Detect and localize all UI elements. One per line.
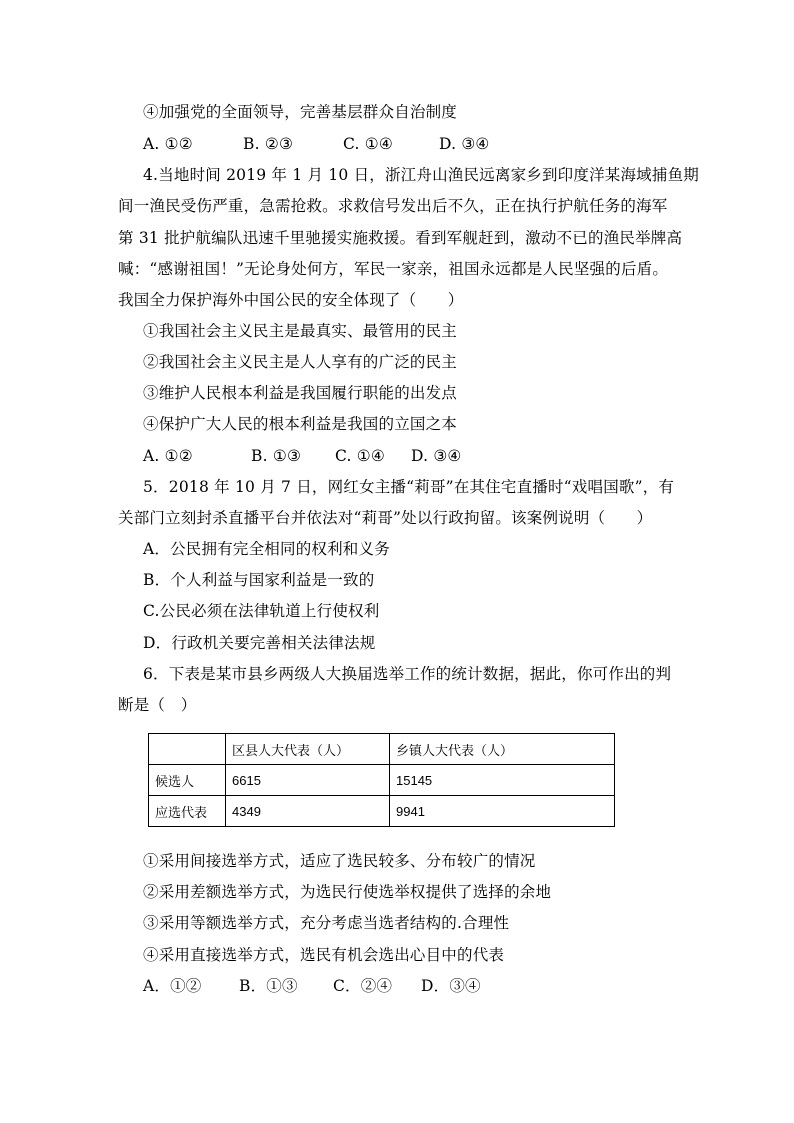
q4-stem-line: 间一渔民受伤严重，急需抢救。求救信号发出后不久，正在执行护航任务的海军 [118,197,668,215]
q5-option-a: A．公民拥有完全相同的权利和义务 [143,540,390,558]
q3-option-a: A. ①② [143,135,193,153]
q3-options [143,134,490,154]
q4-item-2: ②我国社会主义民主是人人享有的广泛的民主 [143,353,458,371]
table-cell: 6615 [226,765,390,796]
q4-item-1: ①我国社会主义民主是最真实、最管用的民主 [143,322,458,340]
table-row-label: 候选人 [149,765,226,796]
q6-stem-line: 6．下表是某市县乡两级人大换届选举工作的统计数据，据此，你可作出的判 [143,665,672,683]
q4-stem-line: 喊：“感谢祖国！”无论身处何方，军民一家亲，祖国永远都是人民坚强的后盾。 [118,260,669,278]
table-header-row [149,734,615,765]
q6-option-d: D．③④ [421,977,481,995]
q3-option-d: D. ③④ [439,135,490,153]
q4-item-3: ③维护人民根本利益是我国履行职能的出发点 [143,384,458,402]
table-header-cell: 区县人大代表（人） [226,734,390,765]
q6-option-a: A．①② [143,977,202,995]
q5-stem-line: 关部门立刻封杀直播平台并依法对“莉哥”处以行政拘留。该案例说明（ ） [118,509,653,527]
table-row [149,765,615,796]
q4-option-c: C. ①④ [335,447,385,465]
q4-option-b: B. ①③ [251,447,302,465]
table-cell: 4349 [226,796,390,827]
q4-stem-line: 第 31 批护航编队迅速千里驰援实施救援。看到军舰赶到，激动不已的渔民举牌高 [118,229,683,247]
q3-option-c: C. ①④ [343,135,393,153]
table-header-cell: 乡镇人大代表（人） [390,734,615,765]
table-row [149,796,615,827]
q6-option-c: C．②④ [333,977,393,995]
election-stats-table [148,733,615,827]
q4-item-4: ④保护广大人民的根本利益是我国的立国之本 [143,415,458,433]
table-cell [149,734,226,765]
q6-item-1: ①采用间接选举方式，适应了选民较多、分布较广的情况 [143,852,536,870]
table-cell: 9941 [390,796,615,827]
q6-stem-line: 断是（ ） [118,696,197,714]
q5-option-d: D．行政机关要完善相关法律法规 [143,634,376,652]
table-cell: 15145 [390,765,615,796]
q4-stem-line: 我国全力保护海外中国公民的安全体现了（ ） [118,291,464,309]
table-row-label: 应选代表 [149,796,226,827]
q3-item-4: ④加强党的全面领导，完善基层群众自治制度 [143,103,458,121]
q4-stem-line: 4.当地时间 2019 年 1 月 10 日，浙江舟山渔民远离家乡到印度洋某海域捕鱼期 [143,166,699,184]
q4-option-d: D. ③④ [411,447,462,465]
q5-stem-line: 5．2018 年 10 月 7 日，网红女主播“莉哥”在其住宅直播时“戏唱国歌”，有 [143,478,675,496]
q6-item-3: ③采用等额选举方式，充分考虑当选者结构的.合理性 [143,914,510,932]
q6-option-b: B．①③ [239,977,298,995]
q6-options [143,976,481,996]
q6-item-4: ④采用直接选举方式，选民有机会选出心目中的代表 [143,946,505,964]
q5-option-c: C.公民必须在法律轨道上行使权利 [143,602,380,620]
q4-options [143,446,462,466]
q6-item-2: ②采用差额选举方式，为选民行使选举权提供了选择的余地 [143,883,552,901]
q3-option-b: B. ②③ [243,135,294,153]
q5-option-b: B．个人利益与国家利益是一致的 [143,571,375,589]
q4-option-a: A. ①② [143,447,193,465]
